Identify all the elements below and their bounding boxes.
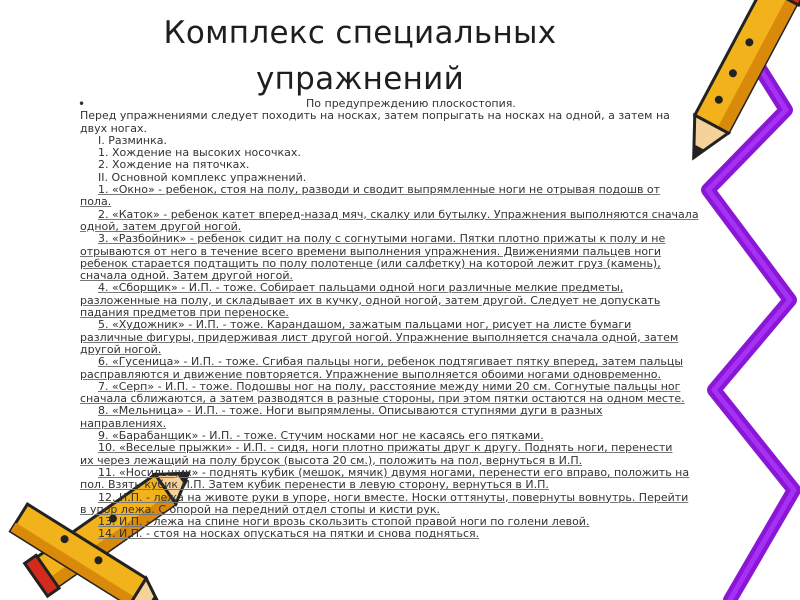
text-line: сначала одной. Затем другой ногой. [80, 270, 293, 283]
title-line-2: упражнений [255, 61, 465, 97]
text-line: их через лежащий на полу брусок (высота 20 см.), положить на пол, вернуться в И.П. [80, 454, 583, 467]
text-line: падания предметов при переноске. [80, 307, 289, 320]
exercise-text-block [78, 98, 746, 541]
text-line: отрываются от него в течение всего времени выполнения упражнения. Движениями пальцев ноги [80, 245, 662, 258]
text-line: Перед упражнениями следует походить на носках, затем попрыгать на носках на одной, а затем на [80, 110, 670, 123]
text-line: пол. Взять кубик И.П. Затем кубик перенести в левую сторону, вернуться в И.П. [80, 479, 549, 492]
text-line: 2. «Каток» - ребенок катет вперед-назад мяч, скалку или бутылку. Упражнения выполняются сначала [98, 208, 699, 221]
text-line: пола. [80, 196, 112, 209]
text-line: 3. «Разбойник» - ребенок сидит на полу с согнутыми ногами. Пятки плотно прижаты к полу и не [98, 233, 666, 246]
text-line: в упор лежа. С опорой на передний отдел стопы и кисти рук. [80, 503, 441, 516]
text-line: 2. Хождение на пяточках. [98, 159, 250, 172]
text-line: различные фигуры, придерживая лист другой ногой. Упражнение выполняется сначала одной, затем [80, 331, 679, 344]
bullet-icon: • [78, 97, 86, 111]
text-line: направлениях. [80, 417, 167, 430]
text-line: II. Основной комплекс упражнений. [98, 171, 307, 184]
text-line: двух ногах. [80, 122, 148, 135]
text-line: другой ногой. [80, 343, 162, 356]
text-line: I. Разминка. [98, 134, 167, 147]
text-line: 5. «Художник» - И.П. - тоже. Карандашом, зажатым пальцами ног, рисует на листе бумаги [98, 319, 632, 332]
text-line: 14. И.П. - стоя на носках опускаться на пятки и снова подняться. [98, 528, 480, 541]
text-line: 11. «Носильщик» - поднять кубик (мешок, мячик) двумя ногами, перенести его вправо, положить на [98, 466, 690, 479]
text-line: разложенные на полу, и складывает их в кучку, одной ногой, затем другой. Следует не допускать [80, 294, 661, 307]
text-line: 13. И.П. - лежа на спине ноги врозь скользить стопой правой ноги по голени левой. [98, 516, 590, 529]
text-line: 4. «Сборщик» - И.П. - тоже. Собирает пальцами одной ноги различные мелкие предметы, [98, 282, 624, 295]
text-line: 12. И.П. - лежа на животе руки в упоре, ноги вместе. Носки оттянуты, повернуты вовнутрь. Перейти [98, 491, 689, 504]
text-line: сначала сближаются, а затем разводятся в разные стороны, при этом пятки остаются на одном месте. [80, 393, 685, 406]
text-line: одной, затем другой ногой. [80, 220, 242, 233]
text-line: ребенок старается подтащить по полу полотенце (или салфетку) на которой лежит груз (камень), [80, 257, 661, 270]
text-line: 10. «Веселые прыжки» - И.П. - сидя, ноги плотно прижаты друг к другу. Поднять ноги, перенести [98, 442, 673, 455]
text-line: 8. «Мельница» - И.П. - тоже. Ноги выпрямлены. Описываются ступнями дуги в разных [98, 405, 603, 418]
slide-title [100, 10, 620, 102]
text-line: 7. «Серп» - И.П. - тоже. Подошвы ног на полу, расстояние между ними 20 см. Согнутые пальцы ног [98, 380, 681, 393]
text-line: 1. «Окно» - ребенок, стоя на полу, разводи и сводит выпрямленные ноги не отрывая подошв от [98, 184, 661, 197]
title-line-1: Комплекс специальных [163, 15, 557, 51]
text-line: 9. «Барабанщик» - И.П. - тоже. Стучим носками ног не касаясь его пятками. [98, 430, 544, 443]
text-line: 6. «Гусеница» - И.П. - тоже. Сгибая пальцы ноги, ребенок подтягивает пятку вперед, затем пальцы [98, 356, 684, 369]
text-line: 1. Хождение на высоких носочках. [98, 147, 301, 160]
text-line: расправляются и движение повторяется. Упражнение выполняется обоими ногами одновременно. [80, 368, 662, 381]
text-line: По предупреждению плоскостопия. [306, 98, 516, 110]
